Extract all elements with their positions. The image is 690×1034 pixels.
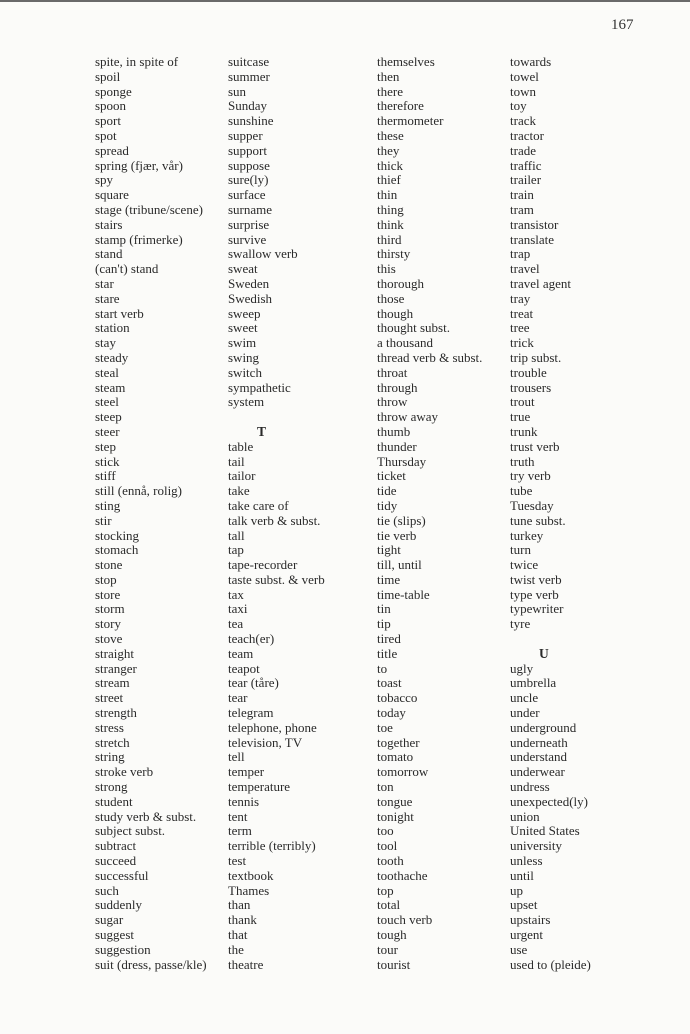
word-entry: tidy [377,497,398,513]
word-entry: trailer [510,172,542,188]
word-entry: underground [510,719,577,735]
word-entry: stir [95,512,112,528]
word-entry: transistor [510,216,559,232]
word-entry: strength [95,705,137,721]
word-entry: ton [377,779,394,795]
word-entry: swim [228,335,257,351]
word-entry: translate [510,231,555,247]
word-entry: stage (tribune/scene) [95,201,203,217]
word-entry: thorough [377,275,424,291]
word-entry: steam [95,379,126,395]
word-entry: though [377,305,414,321]
word-entry: there [377,83,403,99]
word-entry: toe [377,719,393,735]
word-entry: turn [510,542,531,558]
word-entry: tooth [377,853,404,869]
word-entry: surname [228,201,273,217]
word-entry: thirsty [377,246,411,262]
word-entry: through [377,379,418,395]
word-entry: undress [510,779,550,795]
word-entry: thought subst. [377,320,450,336]
word-entry: sting [95,497,121,513]
word-entry: square [95,187,129,203]
word-entry: stocking [95,527,140,543]
word-entry: tide [377,483,397,499]
word-entry: sure(ly) [228,172,269,188]
word-entry: tip [377,616,391,632]
word-entry: traffic [510,157,542,173]
word-entry: sweep [228,305,261,321]
word-entry: tongue [377,793,413,809]
word-entry: subject subst. [95,823,166,839]
word-entry: steady [95,349,129,365]
word-entry: steel [95,394,119,410]
word-entry: subtract [95,838,137,854]
word-entry: trap [510,246,531,262]
word-entry: stare [95,290,120,306]
word-entry: suddenly [95,897,142,913]
word-entry: a thousand [377,335,433,351]
word-entry: tennis [228,793,260,809]
word-entry: store [95,586,121,602]
word-entry: talk verb & subst. [228,512,321,528]
word-entry: those [377,290,405,306]
word-entry: title [377,645,398,661]
word-entry: tear (tåre) [228,675,279,691]
word-entry: turkey [510,527,544,543]
word-entry: travel [510,261,540,277]
word-entry: sponge [95,83,132,99]
word-entry: train [510,187,534,203]
word-entry: study verb & subst. [95,808,197,824]
word-entry: term [228,823,252,839]
word-entry: trousers [510,379,552,395]
top-rule [0,0,690,2]
word-entry: used to (pleide) [510,956,591,972]
word-entry: suggestion [95,941,151,957]
word-entry: towards [510,54,552,69]
word-entry: survive [228,231,267,247]
word-entry: stone [95,557,123,573]
word-entry: tea [228,616,244,632]
word-entry: step [95,438,116,454]
word-entry: track [510,113,536,129]
word-entry: till, until [377,557,422,573]
word-entry: summer [228,68,270,84]
word-entry: than [228,897,251,913]
word-entry: the [228,941,244,957]
word-entry: trade [510,142,536,158]
word-entry: switch [228,364,262,380]
word-entry: use [510,941,528,957]
spacer [228,410,325,425]
word-entry: string [95,749,125,765]
word-entry: table [228,438,254,454]
word-entry: steer [95,423,120,439]
word-entry: street [95,690,124,706]
word-entry: test [228,853,247,869]
word-entry: therefore [377,98,424,114]
word-entry: understand [510,749,568,765]
word-entry: throw [377,394,408,410]
word-entry: tailor [228,468,256,484]
word-entry: together [377,734,420,750]
word-entry: still (ennå, rolig) [95,483,183,499]
word-entry: textbook [228,867,274,883]
word-entry: trip subst. [510,349,562,365]
word-entry: tired [377,631,401,647]
word-entry: take [228,483,250,499]
word-entry: tell [228,749,245,765]
word-entry: sport [95,113,121,129]
word-entry: throw away [377,409,439,425]
word-column-2 [228,55,325,972]
section-heading: T [257,423,267,439]
word-entry: stranger [95,660,137,676]
word-entry: sugar [95,912,124,928]
word-entry: temperature [228,779,291,795]
word-entry: unexpected(ly) [510,793,588,809]
word-entry: trust verb [510,438,560,454]
word-entry: to [377,660,388,676]
word-entry: steal [95,364,119,380]
word-entry: stop [95,571,117,587]
word-entry: stiff [95,468,116,484]
word-entry: they [377,142,400,158]
word-entry: taxi [228,601,248,617]
word-entry: uncle [510,690,539,706]
word-entry: trunk [510,423,538,439]
word-entry: tax [228,586,244,602]
word-entry: tap [228,542,244,558]
word-entry: tourist [377,956,411,972]
word-entry: tall [228,527,245,543]
word-entry: university [510,838,562,854]
word-entry: strong [95,779,128,795]
word-entry: travel agent [510,275,571,291]
word-entry: spite, in spite of [95,54,179,69]
section-heading: U [539,645,549,661]
word-entry: upset [510,897,538,913]
word-entry: spot [95,127,117,143]
word-entry: succeed [95,853,137,869]
word-entry: supper [228,127,263,143]
word-entry: tomato [377,749,414,765]
word-entry: try verb [510,468,551,484]
word-entry: swallow verb [228,246,298,262]
word-entry: unless [510,853,543,869]
word-entry: that [228,927,248,943]
word-entry: tail [228,453,245,469]
word-entry: stove [95,631,123,647]
word-entry: type verb [510,586,559,602]
word-entry: tough [377,927,407,943]
word-entry: ticket [377,468,406,484]
word-entry: thief [377,172,401,188]
word-entry: sweat [228,261,258,277]
word-entry: surface [228,187,266,203]
word-entry: these [377,127,404,143]
word-entry: time [377,571,401,587]
word-entry: support [228,142,267,158]
word-entry: urgent [510,927,543,943]
word-entry: touch verb [377,912,433,928]
word-entry: theatre [228,956,264,972]
word-entry: time-table [377,586,430,602]
word-entry: stress [95,719,124,735]
word-entry: steep [95,409,122,425]
word-entry: underneath [510,734,568,750]
word-entry: successful [95,867,149,883]
word-entry: twice [510,557,539,573]
word-entry: upstairs [510,912,551,928]
word-entry: suitcase [228,54,270,69]
word-entry: Tuesday [510,497,554,513]
word-entry: ugly [510,660,534,676]
word-entry: tractor [510,127,544,143]
word-entry: thunder [377,438,417,454]
word-entry: spoil [95,68,121,84]
word-entry: story [95,616,121,632]
word-entry: teapot [228,660,260,676]
word-entry: treat [510,305,534,321]
word-entry: temper [228,764,265,780]
word-entry: tonight [377,808,414,824]
word-entry: total [377,897,401,913]
word-entry: taste subst. & verb [228,571,325,587]
word-entry: tour [377,941,398,957]
word-entry: top [377,882,394,898]
word-entry: surprise [228,216,270,232]
word-entry: team [228,645,254,661]
word-entry: towel [510,68,539,84]
word-entry: stomach [95,542,139,558]
word-entry: such [95,882,119,898]
word-entry: stamp (frimerke) [95,231,183,247]
word-entry: this [377,261,396,277]
word-entry: television, TV [228,734,303,750]
word-entry: Thames [228,882,270,898]
word-entry: thin [377,187,398,203]
word-entry: sympathetic [228,379,291,395]
word-column-4 [510,55,591,972]
word-entry: thank [228,912,257,928]
word-entry: tune subst. [510,512,566,528]
word-entry: thumb [377,423,411,439]
word-entry: too [377,823,394,839]
word-entry: terrible (terribly) [228,838,316,854]
word-entry: today [377,705,406,721]
word-column-3 [377,55,482,972]
word-entry: tram [510,201,534,217]
word-entry: stream [95,675,130,691]
word-entry: under [510,705,540,721]
word-entry: trick [510,335,534,351]
word-entry: toy [510,98,527,114]
word-entry: telephone, phone [228,719,317,735]
word-entry: start verb [95,305,144,321]
word-entry: tray [510,290,531,306]
word-entry: spy [95,172,114,188]
word-entry: suit (dress, passe/kle) [95,956,207,972]
word-entry: station [95,320,130,336]
word-entry: teach(er) [228,631,275,647]
word-entry: then [377,68,400,84]
page-number: 167 [611,17,634,33]
word-entry: toast [377,675,402,691]
word-entry: thermometer [377,113,444,129]
word-entry: tree [510,320,530,336]
word-entry: student [95,793,133,809]
word-entry: (can't) stand [95,261,159,277]
word-entry: Swedish [228,290,273,306]
word-entry: think [377,216,404,232]
word-entry: themselves [377,54,435,69]
word-entry: tin [377,601,391,617]
word-entry: spread [95,142,129,158]
word-entry: underwear [510,764,565,780]
word-entry: truth [510,453,535,469]
word-entry: spoon [95,98,127,114]
word-entry: thread verb & subst. [377,349,483,365]
word-entry: tape-recorder [228,557,298,573]
word-entry: suggest [95,927,134,943]
word-entry: sunshine [228,113,274,129]
word-entry: town [510,83,536,99]
word-entry: union [510,808,540,824]
word-entry: Sweden [228,275,270,291]
word-entry: Thursday [377,453,427,469]
word-entry: toothache [377,867,428,883]
word-entry: typewriter [510,601,564,617]
word-entry: sun [228,83,247,99]
word-entry: suppose [228,157,270,173]
word-entry: storm [95,601,125,617]
word-entry: stairs [95,216,123,232]
word-entry: stay [95,335,116,351]
word-entry: twist verb [510,571,562,587]
word-entry: tear [228,690,248,706]
word-entry: tomorrow [377,764,429,780]
word-entry: thing [377,201,404,217]
word-entry: tent [228,808,248,824]
word-entry: sweet [228,320,258,336]
word-entry: tube [510,483,533,499]
word-entry: swing [228,349,260,365]
word-entry: spring (fjær, vår) [95,157,183,173]
word-entry: stretch [95,734,130,750]
word-entry: take care of [228,497,289,513]
word-entry: stick [95,453,120,469]
word-entry: United States [510,823,580,839]
word-entry: stroke verb [95,764,154,780]
word-entry: tool [377,838,398,854]
word-entry: tobacco [377,690,418,706]
word-entry: tie (slips) [377,512,426,528]
word-entry: system [228,394,265,410]
word-entry: star [95,275,114,291]
word-entry: throat [377,364,408,380]
word-entry: up [510,882,523,898]
word-entry: straight [95,645,134,661]
word-entry: tight [377,542,401,558]
word-entry: third [377,231,402,247]
word-column-1 [95,55,207,972]
word-entry: thick [377,157,403,173]
spacer [510,632,591,647]
word-entry: stand [95,246,123,262]
word-entry: trouble [510,364,547,380]
word-entry: umbrella [510,675,557,691]
word-entry: Sunday [228,98,267,114]
word-entry: telegram [228,705,274,721]
word-entry: until [510,867,534,883]
word-entry: tie verb [377,527,417,543]
word-entry: trout [510,394,535,410]
word-entry: true [510,409,531,425]
word-entry: tyre [510,616,531,632]
